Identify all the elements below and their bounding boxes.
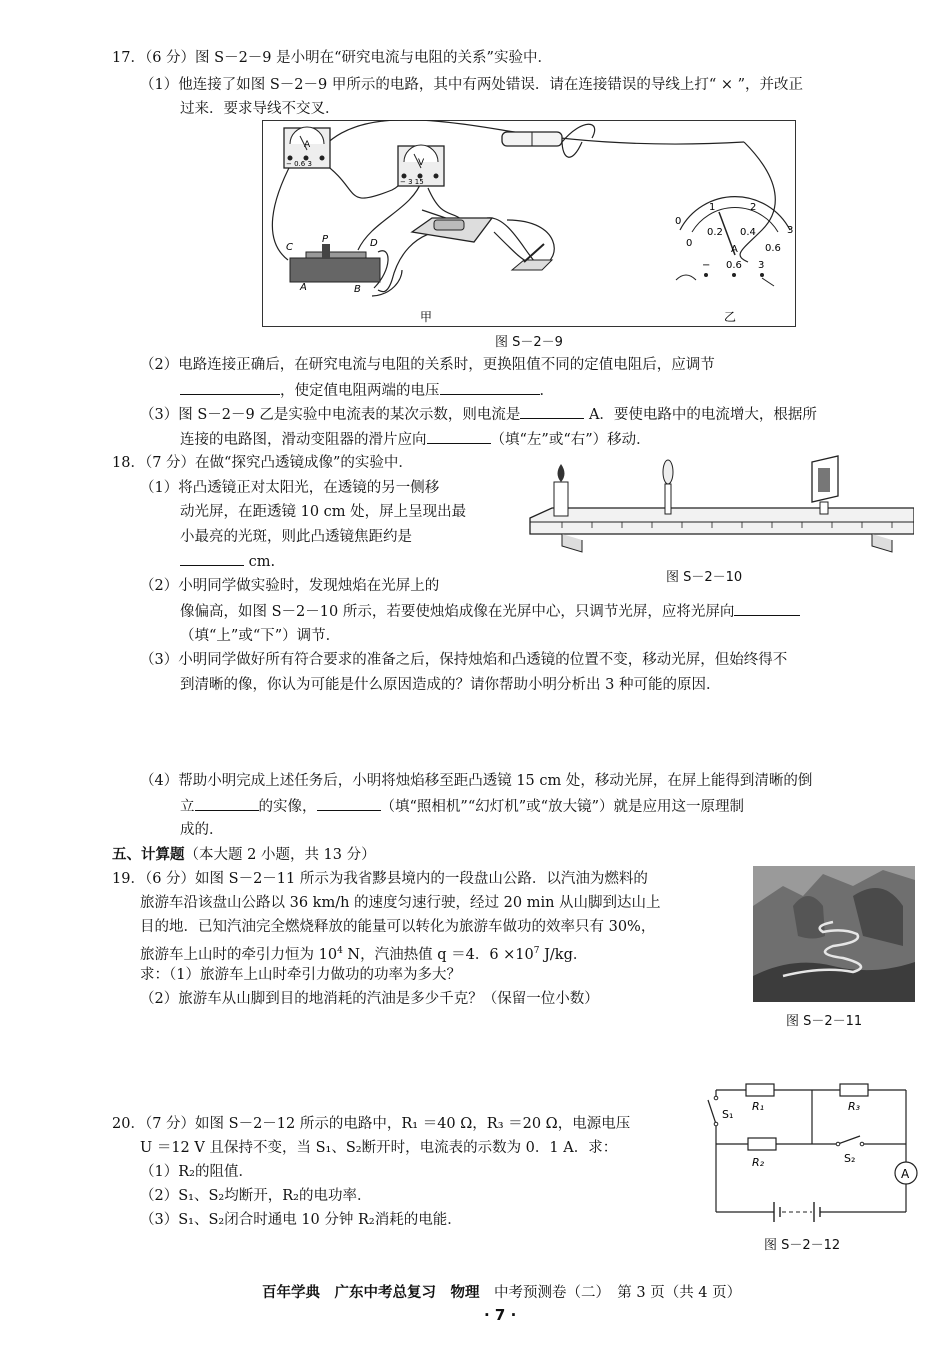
switch-s2: [838, 1136, 860, 1144]
candle: [554, 464, 568, 516]
answer-blank[interactable]: [520, 404, 584, 419]
svg-text:0.2: 0.2: [707, 227, 723, 238]
q18-part1-line3: 小最亮的光斑，则此凸透镜焦距约是: [180, 529, 412, 545]
svg-text:1: 1: [709, 202, 716, 213]
svg-text:3: 3: [787, 225, 794, 236]
svg-text:A: A: [304, 140, 311, 150]
q19-line4: 旅游车上山时的牵引力恒为 $10^4$ N，汽油热值 q ＝4．$6 \times 10^7$ J/kg．: [140, 946, 588, 963]
svg-text:3: 3: [758, 260, 765, 271]
svg-text:−: −: [702, 260, 711, 271]
figure-s-2-10-caption: 图 S－2－10: [666, 570, 743, 585]
svg-text:R₃: R₃: [848, 1100, 861, 1113]
svg-text:2: 2: [750, 202, 757, 213]
q19-line5: 求：（1）旅游车上山时牵引力做功的功率为多大？: [140, 967, 461, 983]
resistor-r3: [840, 1084, 868, 1096]
svg-text:乙: 乙: [724, 310, 737, 324]
light-screen: [812, 456, 838, 514]
q18-part4-line1: （4）帮助小明完成上述任务后，小明将烛焰移至距凸透镜 15 cm 处，移动光屏，在屏上能得到清晰的倒: [140, 773, 813, 789]
svg-text:R₂: R₂: [752, 1156, 765, 1169]
q18-part4-line2: 立 的实像， （填“照相机”“幻灯机”或“放大镜”）就是应用这一原理制: [180, 796, 744, 817]
ammeter-dial: [675, 197, 793, 286]
svg-text:A: A: [300, 282, 307, 293]
q18-part2-line2: 像偏高，如图 S－2－10 所示，若要使烛焰成像在光屏中心，只调节光屏，应将光屏向: [180, 601, 800, 622]
figure-s-2-11-caption: 图 S－2－11: [786, 1014, 863, 1029]
q19-line1: 19．（6 分）如图 S－2－11 所示为我省黟县境内的一段盘山公路．以汽油为燃料的: [112, 871, 648, 887]
q18-part1-line4: cm.: [180, 551, 275, 572]
voltmeter: [398, 145, 444, 186]
svg-text:S₁: S₁: [722, 1108, 734, 1121]
svg-text:0.6: 0.6: [726, 260, 742, 271]
q17-title: 17．（6 分）图 S－2－9 是小明在“研究电流与电阻的关系”实验中．: [112, 50, 552, 66]
q20-line3: （1）R₂的阻值．: [140, 1164, 253, 1180]
q17-part2-line1: （2）电路连接正确后，在研究电流与电阻的关系时，更换阻值不同的定值电阻后，应调节: [140, 357, 715, 373]
switch-s1: [708, 1100, 716, 1124]
svg-text:D: D: [370, 238, 378, 249]
q17-part1-line1: （1）他连接了如图 S－2－9 甲所示的电路，其中有两处错误．请在连接错误的导线上打“ × ”，并改正: [140, 77, 804, 93]
q20-line1: 20．（7 分）如图 S－2－12 所示的电路中，R₁ ＝40 Ω，R₃ ＝20 Ω，电源电压: [112, 1116, 631, 1132]
section-5-heading: 五、计算题（本大题 2 小题，共 13 分）: [112, 847, 376, 863]
q19-line6: （2）旅游车从山脚到目的地消耗的汽油是多少千克？（保留一位小数）: [140, 991, 599, 1007]
ammeter: [284, 127, 330, 168]
convex-lens: [663, 460, 673, 514]
q17-part3-line2: 连接的电路图，滑动变阻器的滑片应向 （填“左”或“右”）移动．: [180, 429, 651, 450]
svg-text:0.6: 0.6: [765, 243, 781, 254]
svg-text:P: P: [322, 234, 329, 245]
answer-blank[interactable]: [195, 796, 259, 811]
q20-line4: （2）S₁、S₂均断开，R₂的电功率．: [140, 1188, 372, 1204]
svg-text:B: B: [354, 284, 361, 295]
q18-part1-line2: 动光屏，在距透镜 10 cm 处，屏上呈现出最: [180, 504, 467, 520]
resistor-r1: [746, 1084, 774, 1096]
q19-line3: 目的地．已知汽油完全燃烧释放的能量可以转化为旅游车做功的效率只有 30%，: [140, 919, 656, 935]
svg-text:− 0.6 3: − 0.6 3: [286, 160, 312, 168]
svg-text:A: A: [731, 244, 738, 255]
q20-line5: （3）S₁、S₂闭合时通电 10 分钟 R₂消耗的电能．: [140, 1212, 462, 1228]
answer-blank[interactable]: [440, 380, 540, 395]
answer-blank[interactable]: [734, 601, 800, 616]
figure-s-2-10-optical-bench: [522, 452, 914, 562]
q17-part3-line1: （3）图 S－2－9 乙是实验中电流表的某次示数，则电流是 A．要使电路中的电流增大，根据所: [140, 404, 817, 425]
page-number: · 7 ·: [484, 1306, 517, 1324]
q18-part2-line3: （填“上”或“下”）调节．: [180, 628, 341, 644]
figure-s-2-12-caption: 图 S－2－12: [764, 1238, 841, 1253]
svg-text:0: 0: [686, 238, 693, 249]
fixed-resistor: [412, 218, 492, 242]
q18-title: 18．（7 分）在做“探究凸透镜成像”的实验中．: [112, 455, 413, 471]
svg-text:V: V: [418, 158, 425, 168]
switch: [512, 244, 552, 270]
battery: [502, 132, 562, 146]
svg-text:0: 0: [675, 216, 682, 227]
answer-blank[interactable]: [427, 429, 491, 444]
svg-text:C: C: [286, 242, 293, 253]
q17-part1-line2: 过来．要求导线不交叉．: [180, 101, 340, 117]
svg-text:− 3 15: − 3 15: [400, 178, 424, 186]
q20-line2: U ＝12 V 且保持不变，当 S₁、S₂断开时，电流表的示数为 0．1 A．求：: [140, 1140, 618, 1156]
answer-blank[interactable]: [180, 551, 244, 566]
resistor-r2: [748, 1138, 776, 1150]
q18-part4-line3: 成的．: [180, 822, 224, 838]
svg-text:S₂: S₂: [844, 1152, 856, 1165]
svg-text:A: A: [901, 1167, 910, 1181]
svg-text:R₁: R₁: [752, 1100, 765, 1113]
q18-part2-line1: （2）小明同学做实验时，发现烛焰在光屏上的: [140, 578, 440, 594]
q19-line2: 旅游车沿该盘山公路以 36 km/h 的速度匀速行驶，经过 20 min 从山脚到达山上: [140, 895, 661, 911]
q17-part2-line2: ，使定值电阻两端的电压 ．: [180, 380, 554, 401]
rheostat: [286, 234, 380, 295]
mountain-road-photo: [753, 866, 915, 1002]
svg-text:甲: 甲: [420, 310, 433, 324]
q18-part3-line1: （3）小明同学做好所有符合要求的准备之后，保持烛焰和凸透镜的位置不变，移动光屏，但始终得不: [140, 652, 788, 668]
answer-blank[interactable]: [180, 380, 280, 395]
footer-line: 百年学典 广东中考总复习 物理 中考预测卷（二） 第 3 页（共 4 页）: [262, 1285, 742, 1301]
figure-s-2-12-circuit: [706, 1080, 920, 1230]
figure-s-2-9: [262, 120, 796, 328]
svg-text:0.4: 0.4: [740, 227, 756, 238]
answer-blank[interactable]: [317, 796, 381, 811]
figure-s-2-9-caption: 图 S－2－9: [495, 335, 563, 350]
q18-part3-line2: 到清晰的像，你认为可能是什么原因造成的？请你帮助小明分析出 3 种可能的原因．: [180, 677, 721, 693]
q18-part1-line1: （1）将凸透镜正对太阳光，在透镜的另一侧移: [140, 480, 440, 496]
